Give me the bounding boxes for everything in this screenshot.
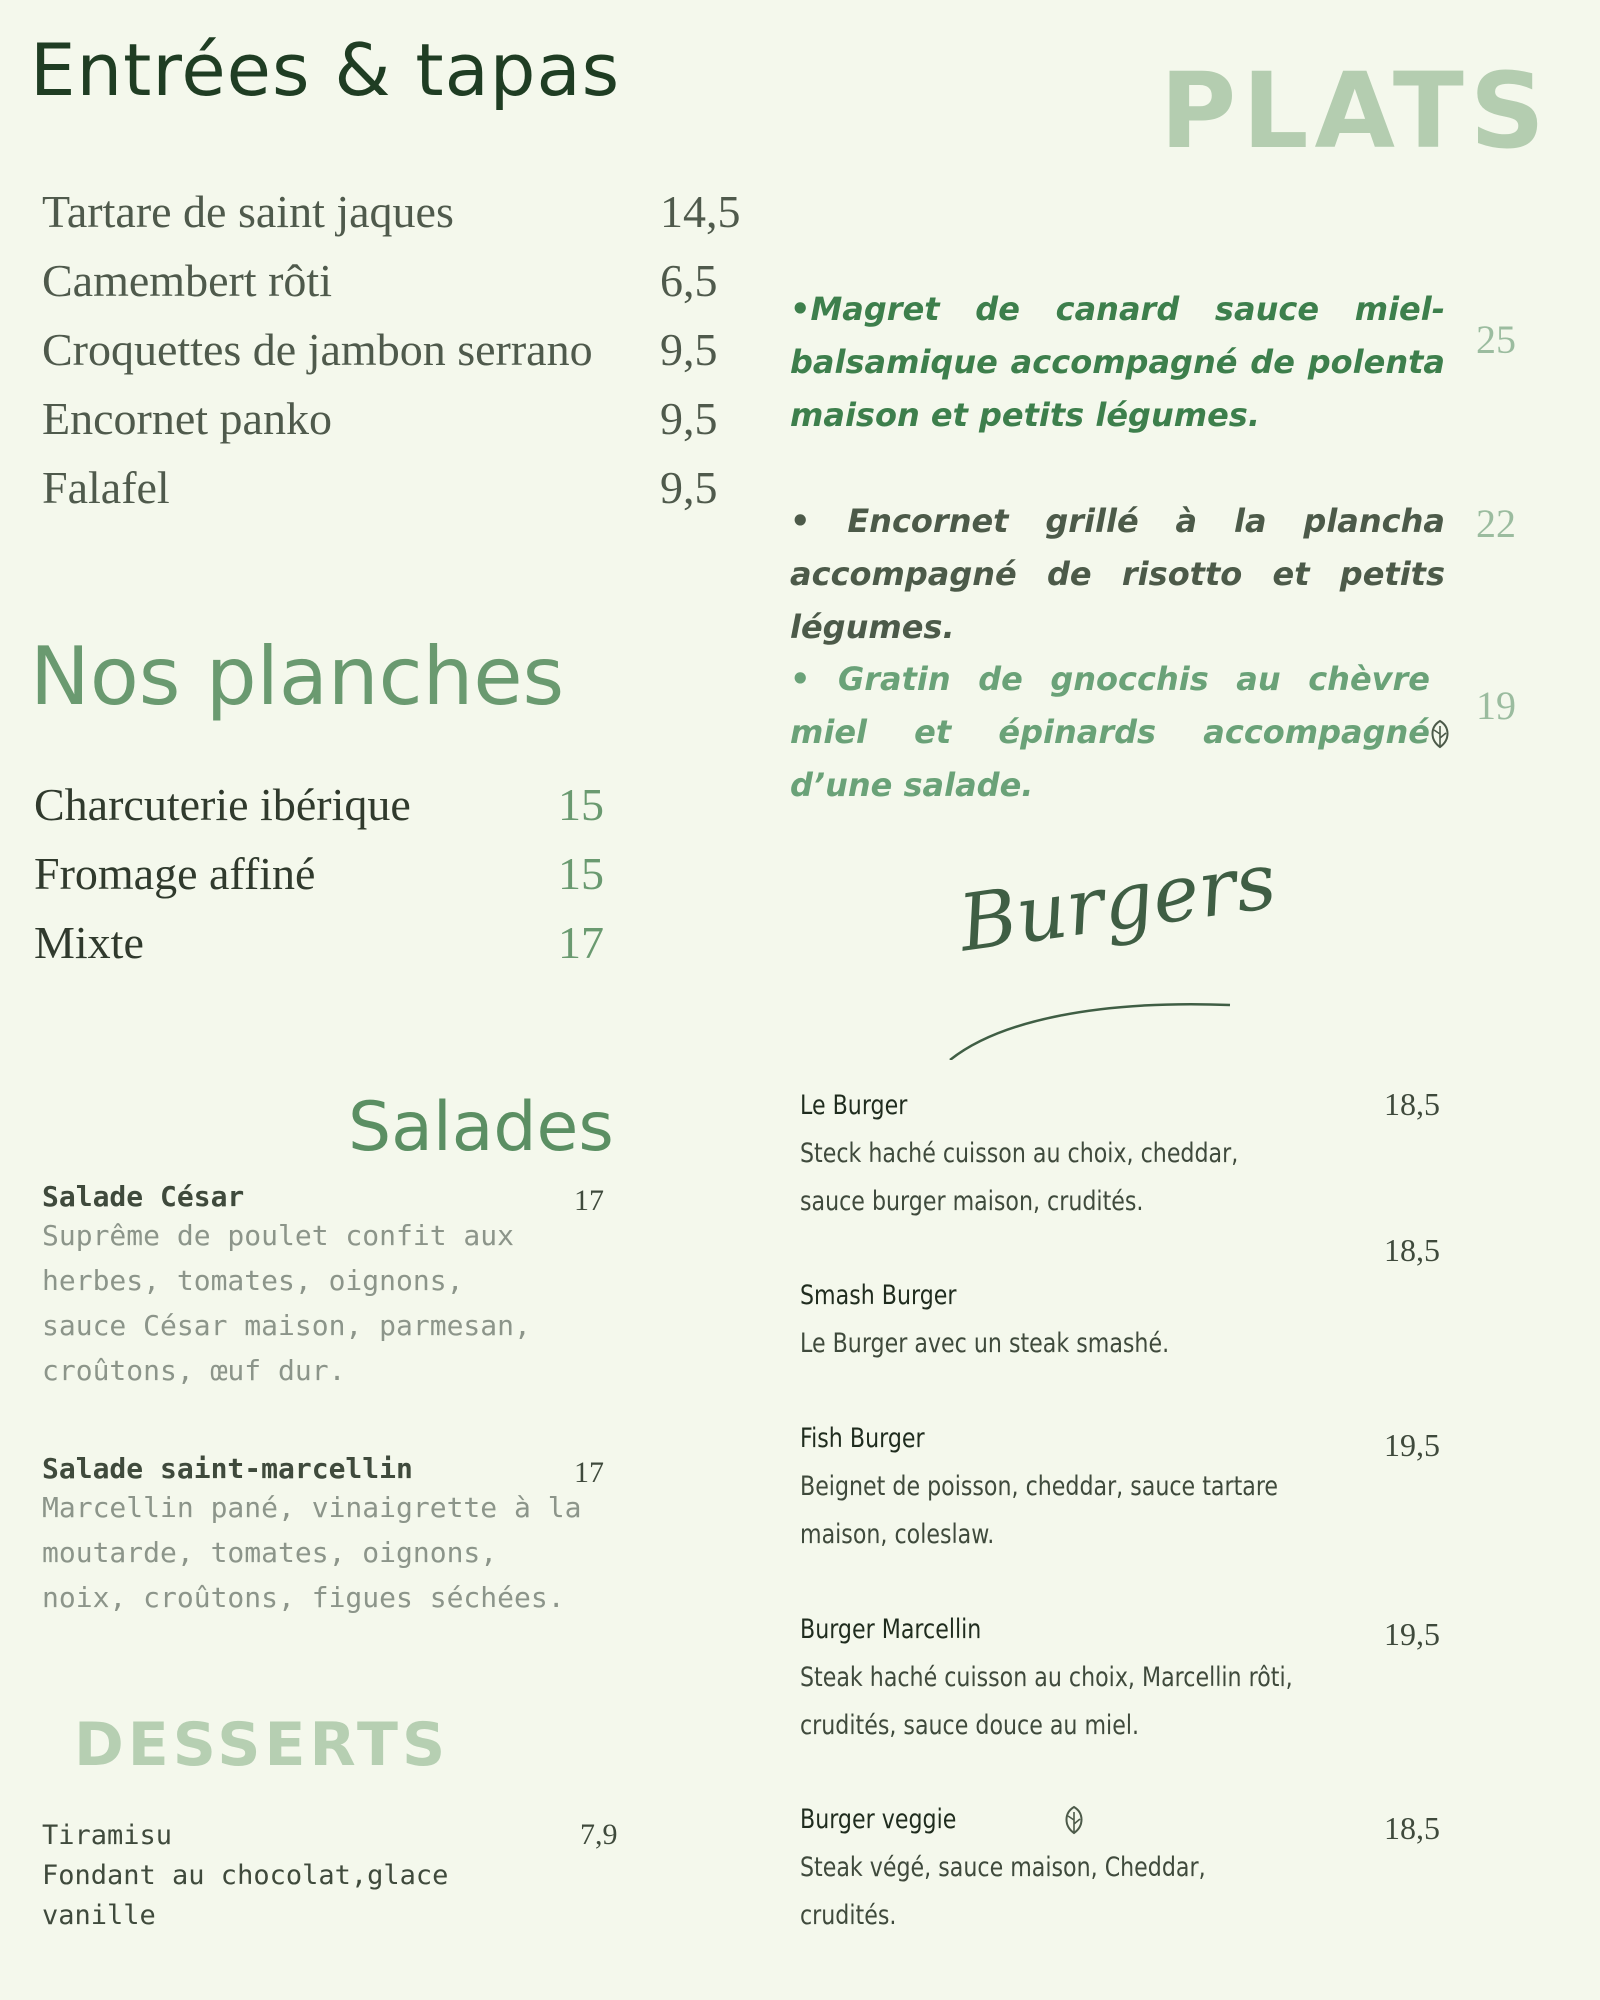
entree-name: Falafel	[42, 462, 170, 513]
salade-price: 17	[574, 1184, 604, 1217]
plat-price: 19	[1476, 683, 1516, 728]
plat-item: • Encornet grillé à la plancha accompagné de risotto et petits légumes.	[790, 502, 1445, 646]
burger-price: 19,5	[1384, 1427, 1440, 1463]
salade-desc: Marcellin pané, vinaigrette à la moutarde, tomates, oignons, noix, croûtons, figues séchées.	[42, 1491, 582, 1614]
entree-item	[42, 392, 732, 458]
burgers-title: Burgers	[953, 836, 1282, 970]
entree-name: Camembert rôti	[42, 255, 332, 306]
burger-name: Le Burger	[800, 1090, 908, 1121]
entree-name: Encornet panko	[42, 393, 332, 444]
entree-price: 9,5	[660, 462, 718, 513]
burger-price: 19,5	[1384, 1616, 1440, 1652]
dessert-item: Fondant au chocolat,glace vanille	[42, 1860, 449, 1931]
dessert-price: 7,9	[580, 1818, 618, 1851]
planche-name: Mixte	[34, 917, 144, 968]
dessert-item: Tiramisu	[42, 1820, 173, 1851]
planche-item	[34, 847, 614, 917]
burger-price: 18,5	[1384, 1232, 1440, 1268]
planche-name: Fromage affiné	[34, 848, 316, 899]
planche-price: 15	[558, 779, 604, 830]
plat-item: • Gratin de gnocchis au chèvre miel et épinards accompagné d’une salade.	[790, 660, 1430, 804]
planches-title: Nos planches	[30, 630, 565, 723]
desserts-title: DESSERTS	[74, 1710, 450, 1780]
planche-item	[34, 778, 614, 848]
planche-price: 17	[558, 917, 604, 968]
salade-desc: Suprême de poulet confit aux herbes, tomates, oignons, sauce César maison, parmesan, croûtons, œuf dur.	[42, 1219, 531, 1387]
entree-item	[42, 323, 732, 389]
entree-name: Croquettes de jambon serrano	[42, 324, 593, 375]
burger-desc: Le Burger avec un steak smashé.	[800, 1328, 1170, 1359]
burger-price: 18,5	[1384, 1810, 1440, 1846]
desserts-list	[42, 1816, 542, 1936]
burger-price: 18,5	[1384, 1086, 1440, 1122]
salade-name: Salade saint-marcellin	[42, 1452, 413, 1485]
planche-name: Charcuterie ibérique	[34, 779, 411, 830]
salade-item	[42, 1180, 562, 1393]
leaf-icon	[1424, 718, 1456, 750]
plat-price: 22	[1476, 501, 1516, 546]
burger-name: Burger Marcellin	[800, 1614, 982, 1645]
entree-item	[42, 254, 732, 320]
entree-name: Tartare de saint jaques	[42, 186, 454, 237]
burger-name: Smash Burger	[800, 1280, 957, 1311]
burgers-swash	[940, 980, 1240, 1060]
burger-desc: Steak haché cuisson au choix, Marcellin rôti, crudités, sauce douce au miel.	[800, 1662, 1293, 1741]
plats-title: PLATS	[1160, 50, 1551, 172]
entree-price: 6,5	[660, 255, 718, 306]
entree-item	[42, 185, 741, 251]
leaf-icon	[1058, 1804, 1090, 1836]
burger-desc: Steck haché cuisson au choix, cheddar, sauce burger maison, crudités.	[800, 1138, 1239, 1217]
salade-name: Salade César	[42, 1180, 245, 1213]
burger-name: Burger veggie	[800, 1804, 957, 1835]
planche-price: 15	[558, 848, 604, 899]
salades-title: Salades	[348, 1088, 614, 1167]
salade-price: 17	[574, 1456, 604, 1489]
burger-desc: Steak végé, sauce maison, Cheddar, crudités.	[800, 1852, 1206, 1931]
entree-price: 14,5	[660, 186, 741, 237]
plat-item: •Magret de canard sauce miel-balsamique accompagné de polenta maison et petits légumes.	[790, 290, 1445, 434]
entree-price: 9,5	[660, 393, 718, 444]
entree-price: 9,5	[660, 324, 718, 375]
burger-name: Fish Burger	[800, 1423, 925, 1454]
entree-item	[42, 461, 732, 527]
salade-item	[42, 1452, 582, 1620]
entrees-title: Entrées & tapas	[30, 28, 621, 112]
planche-item	[34, 916, 614, 986]
burger-desc: Beignet de poisson, cheddar, sauce tartare maison, coleslaw.	[800, 1471, 1279, 1550]
plat-price: 25	[1476, 317, 1516, 362]
